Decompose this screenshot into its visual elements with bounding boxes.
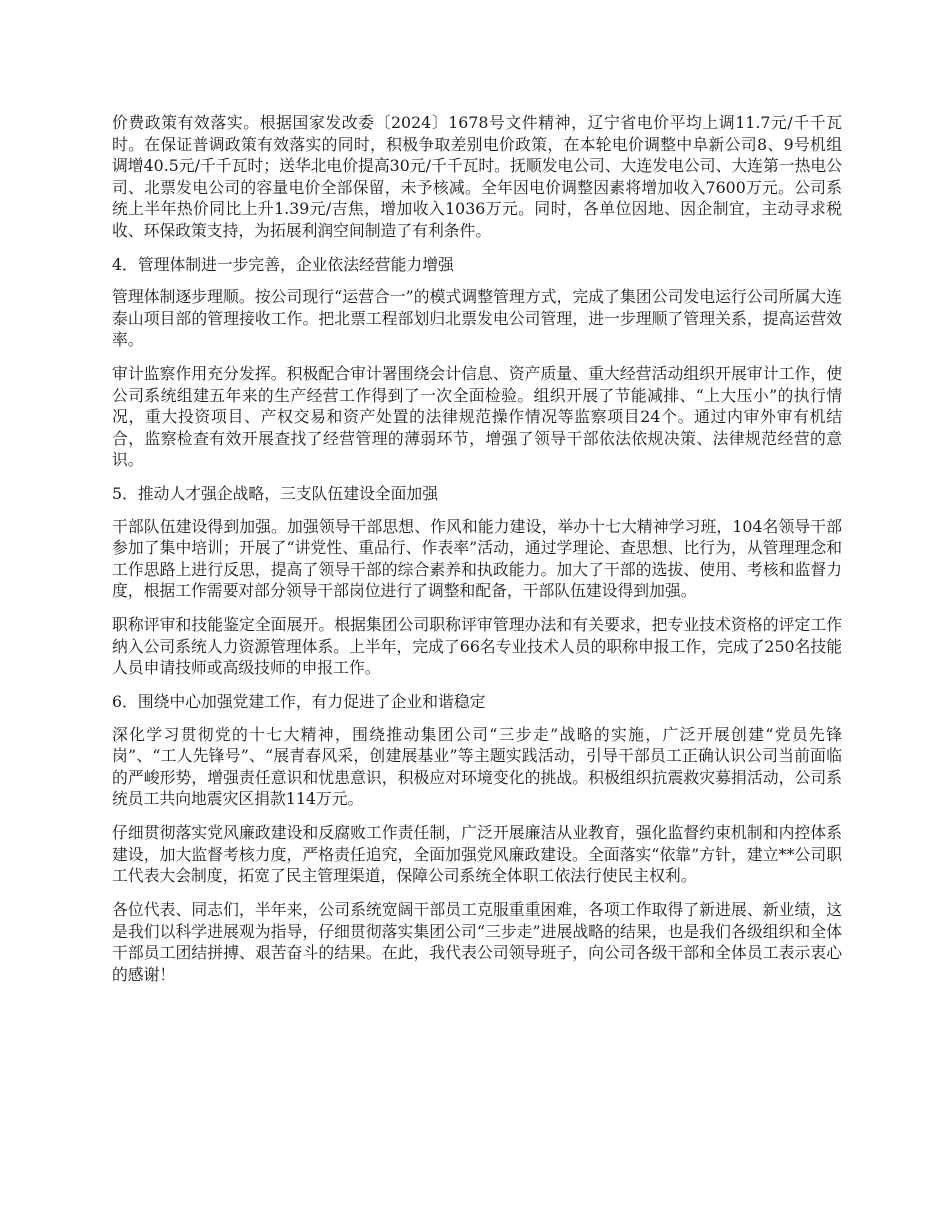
paragraph-cadre-team: 干部队伍建设得到加强。加强领导干部思想、作风和能力建设，举办十七大精神学习班，104名领导干部参加了集中培训；开展了“讲党性、重品行、作表率”活动，通过学理论、查思想、比行为，从管理理念和工作思路上进行反思，提高了领导干部的综合素养和执政能力。加大了干部的选拔、使用、考核和监督力度，根据工作需要对部分领导干部岗位进行了调整和配备，干部队伍建设得到加强。 <box>112 516 842 600</box>
paragraph-party-study: 深化学习贯彻党的十七大精神，围绕推动集团公司“三步走”战略的实施，广泛开展创建“党员先锋岗”、“工人先锋号”、“展青春风采，创建展基业”等主题实践活动，引导干部员工正确认识公司当前面临的严峻形势，增强责任意识和忧患意识，积极应对环境变化的挑战。积极组织抗震救灾募捐活动，公司系统员工共向地震灾区捐款114万元。 <box>112 724 842 808</box>
section-heading-4: 4．管理体制进一步完善，企业依法经营能力增强 <box>112 254 454 274</box>
section-heading-6: 6．围绕中心加强党建工作，有力促进了企业和谐稳定 <box>112 692 486 711</box>
document-body <box>112 112 842 998</box>
paragraph-title-evaluation: 职称评审和技能鉴定全面展开。根据集团公司职称评审管理办法和有关要求，把专业技术资格的评定工作纳入公司系统人力资源管理体系。上半年，完成了66名专业技术人员的职称申报工作，完成了250名技能人员申请技师或高级技师的申报工作。 <box>112 615 842 677</box>
section-heading-5: 5．推动人才强企战略，三支队伍建设全面加强 <box>112 484 438 503</box>
paragraph-price-policy: 价费政策有效落实。根据国家发改委〔2024〕1678号文件精神，辽宁省电价平均上调11.7元/千千瓦时。在保证普调政策有效落实的同时，积极争取差别电价政策，在本轮电价调整中阜新公司8、9号机组调增40.5元/千千瓦时；送华北电价提高30元/千千瓦时。抚顺发电公司、大连发电公司、大连第一热电公司、北票发电公司的容量电价全部保留，未予核减。全年因电价调整因素将增加收入7600万元。公司系统上半年热价同比上升1.39元/吉焦，增加收入1036万元。同时，各单位因地、因企制宜，主动寻求税收、环保政策支持，为拓展利润空间制造了有利条件。 <box>112 113 842 240</box>
paragraph-anti-corruption: 仔细贯彻落实党风廉政建设和反腐败工作责任制，广泛开展廉洁从业教育，强化监督约束机制和内控体系建设，加大监督考核力度，严格责任追究，全面加强党风廉政建设。全面落实“依靠”方针，建立**公司职工代表大会制度，拓宽了民主管理渠道，保障公司系统全体职工依法行使民主权利。 <box>112 823 842 885</box>
paragraph-closing-thanks: 各位代表、同志们，半年来，公司系统宽阔干部员工克服重重困难，各项工作取得了新进展、新业绩，这是我们以科学进展观为指导，仔细贯彻落实集团公司“三步走”进展战略的结果，也是我们各级组织和全体干部员工团结拼搏、艰苦奋斗的结果。在此，我代表公司领导班子，向公司各级干部和全体员工表示衷心的感谢！ <box>112 900 842 984</box>
paragraph-management-system: 管理体制逐步理顺。按公司现行“运营合一”的模式调整管理方式，完成了集团公司发电运行公司所属大连泰山项目部的管理接收工作。把北票工程部划归北票发电公司管理，进一步理顺了管理关系，提高运营效率。 <box>112 287 842 349</box>
paragraph-audit-supervision: 审计监察作用充分发挥。积极配合审计署围绕会计信息、资产质量、重大经营活动组织开展审计工作，使公司系统组建五年来的生产经营工作得到了一次全面检验。组织开展了节能减排、“上大压小”的执行情况，重大投资项目、产权交易和资产处置的法律规范操作情况等监察项目24个。通过内审外审有机结合，监察检查有效开展查找了经营管理的薄弱环节，增强了领导干部依法依规决策、法律规范经营的意识。 <box>112 364 842 469</box>
